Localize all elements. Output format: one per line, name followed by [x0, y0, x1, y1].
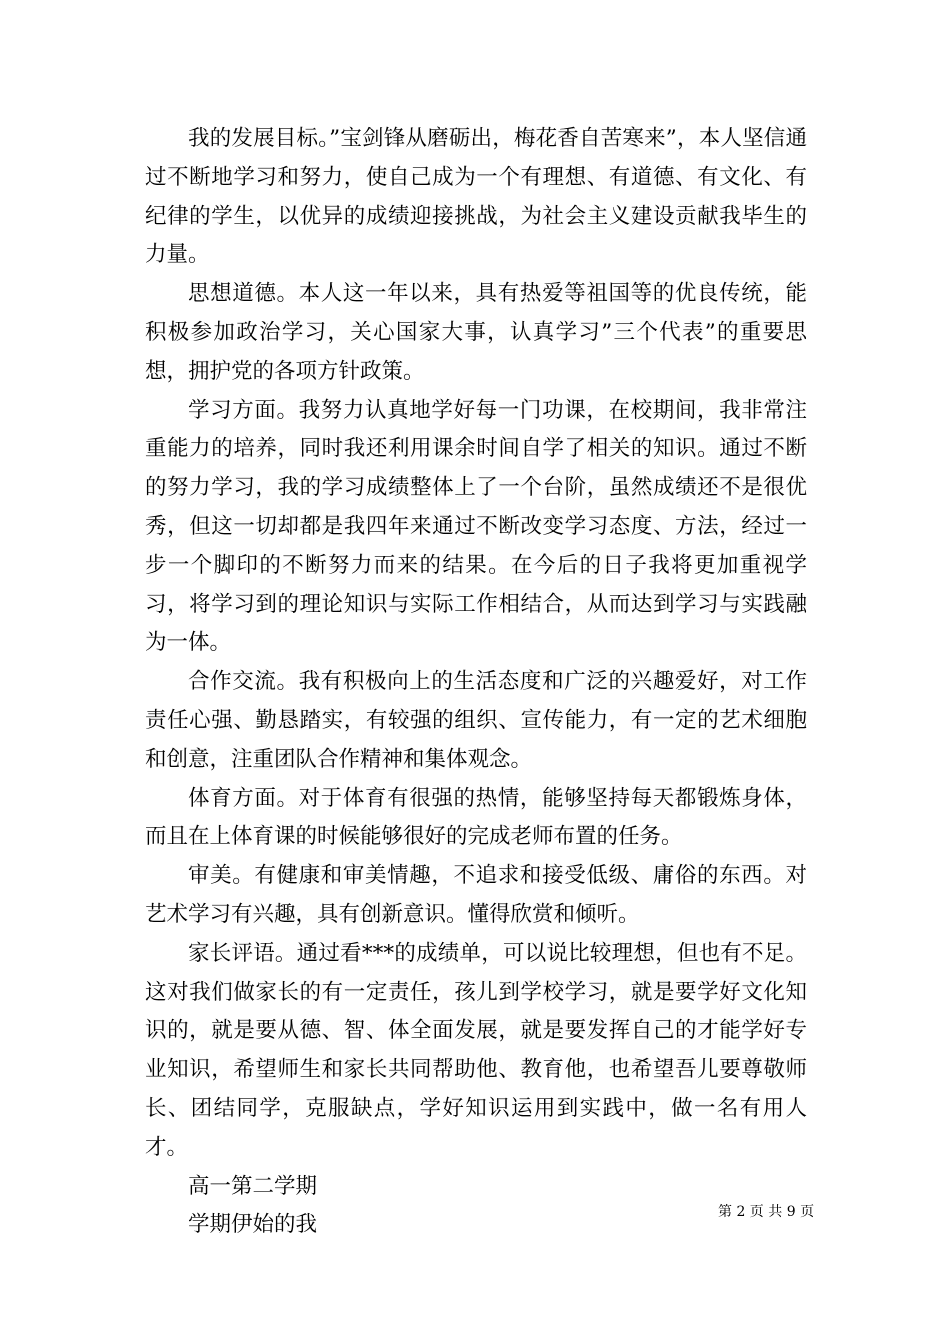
paragraph-aesthetics: 审美。有健康和审美情趣，不追求和接受低级、庸俗的东西。对艺术学习有兴趣，具有创新意识。懂得欣赏和倾听。 — [145, 863, 807, 927]
document-body — [145, 120, 807, 1245]
paragraph-sports: 体育方面。对于体育有很强的热情，能够坚持每天都锻炼身体，而且在上体育课的时候能够很好的完成老师布置的任务。 — [145, 785, 807, 850]
paragraph-study: 学习方面。我努力认真地学好每一门功课，在校期间，我非常注重能力的培养，同时我还利用课余时间自学了相关的知识。通过不断的努力学习，我的学习成绩整体上了一个台阶，虽然成绩还不是很优秀，但这一切却都是我四年来通过不断改变学习态度、方法，经过一步一个脚印的不断努力而来的结果。在今后的日子我将更加重视学习，将学习到的理论知识与实际工作相结合，从而达到学习与实践融为一体。 — [145, 397, 807, 656]
paragraph-parent-comment: 家长评语。通过看***的成绩单，可以说比较理想，但也有不足。这对我们做家长的有一定责任，孩儿到学校学习，就是要学好文化知识的，就是要从德、智、体全面发展，就是要发挥自己的才能学好专业知识，希望师生和家长共同帮助他、教育他，也希望吾儿要尊敬师长、团结同学，克服缺点，学好知识运用到实践中，做一名有用人才。 — [145, 940, 807, 1160]
heading-semester: 高一第二学期 — [188, 1173, 318, 1199]
paragraph-development-goal: 我的发展目标。”宝剑锋从磨砺出，梅花香自苦寒来”，本人坚信通过不断地学习和努力，使自己成为一个有理想、有道德、有文化、有纪律的学生，以优异的成绩迎接挑战，为社会主义建设贡献我毕生的力量。 — [145, 126, 807, 268]
page-number: 第 2 页 共 9 页 — [718, 1204, 815, 1220]
heading-semester-start: 学期伊始的我 — [188, 1212, 318, 1238]
paragraph-ideology-morality: 思想道德。本人这一年以来，具有热爱等祖国等的优良传统，能积极参加政治学习，关心国家大事，认真学习”三个代表”的重要思想，拥护党的各项方针政策。 — [145, 281, 807, 384]
paragraph-cooperation: 合作交流。我有积极向上的生活态度和广泛的兴趣爱好，对工作责任心强、勤恳踏实，有较强的组织、宣传能力，有一定的艺术细胞和创意，注重团队合作精神和集体观念。 — [145, 669, 807, 772]
